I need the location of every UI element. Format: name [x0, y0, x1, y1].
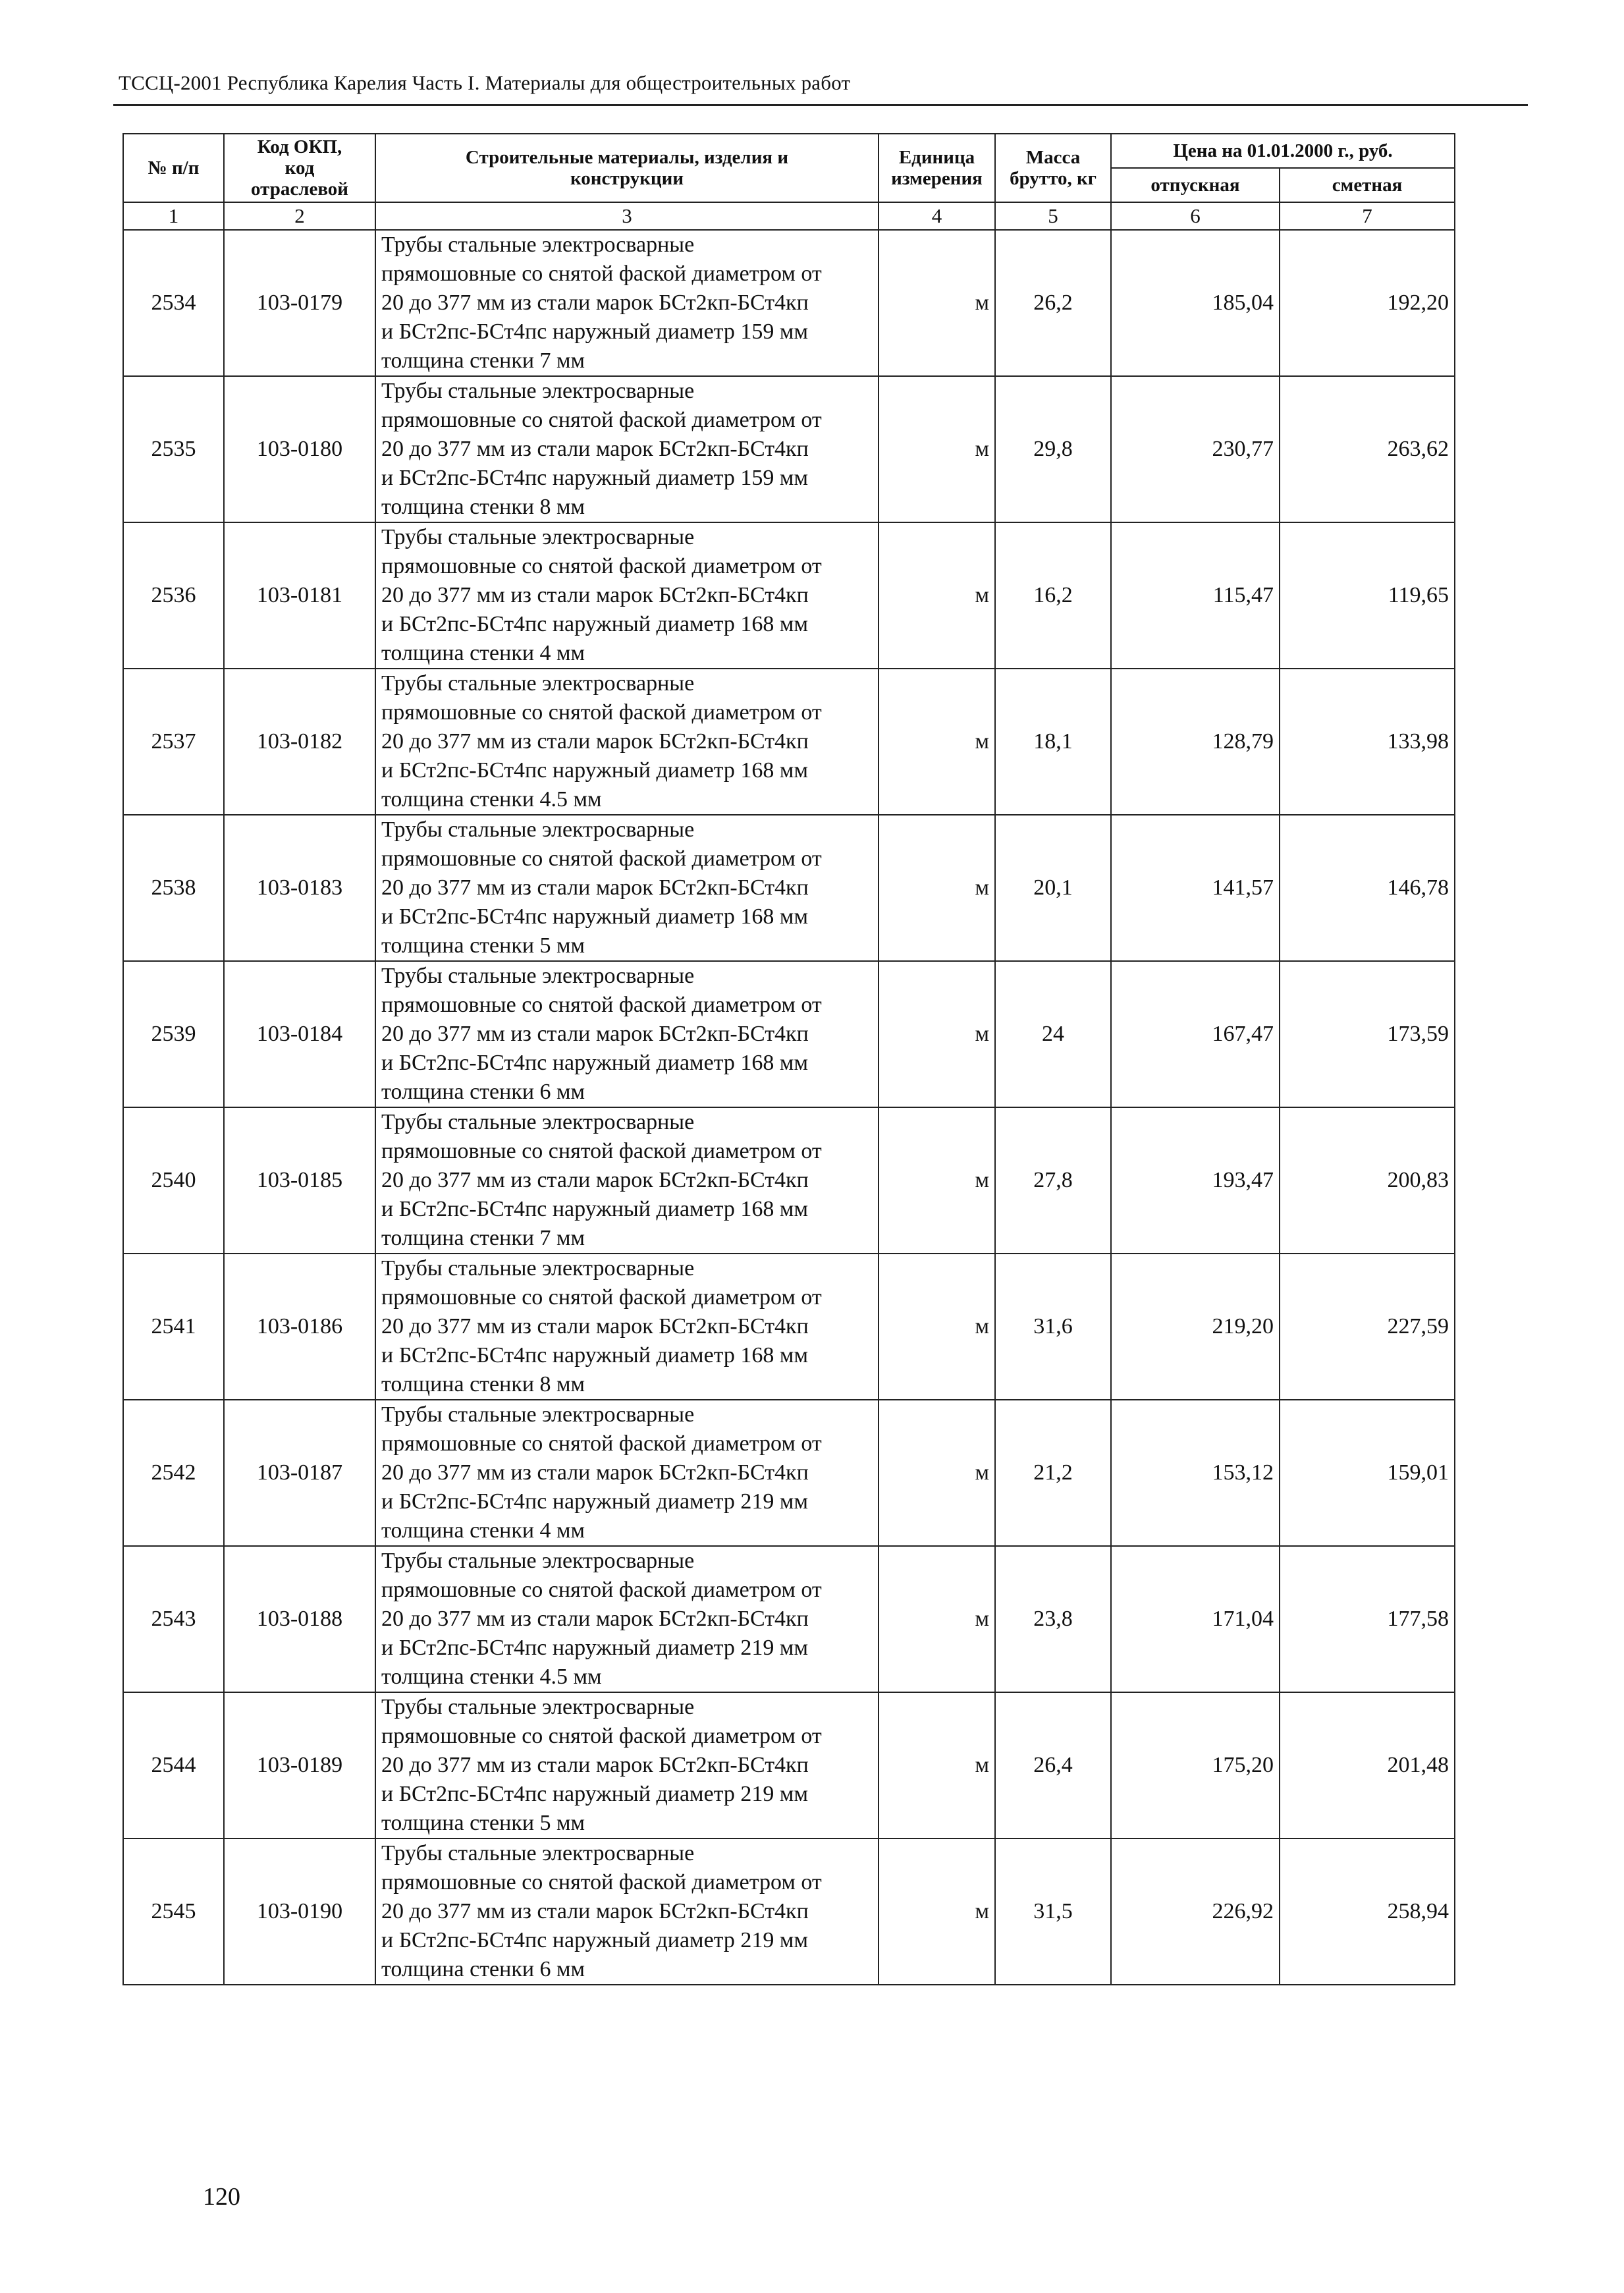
- gross-mass: 27,8: [995, 1107, 1111, 1254]
- header-code: [224, 134, 375, 202]
- price-release: 219,20: [1111, 1254, 1280, 1400]
- gross-mass: 23,8: [995, 1546, 1111, 1692]
- table-row: [123, 669, 1455, 815]
- material-description: [375, 1107, 879, 1254]
- price-release: 193,47: [1111, 1107, 1280, 1254]
- description-line: 20 до 377 мм из стали марок БСт2кп-БСт4кп: [381, 875, 809, 900]
- material-description: [375, 961, 879, 1107]
- description-line: прямошовные со снятой фаской диаметром от: [381, 554, 822, 578]
- column-number: 4: [879, 202, 995, 230]
- header-description-line1: Строительные материалы, изделия и: [465, 147, 789, 168]
- description-line: Трубы стальные электросварные: [381, 1256, 695, 1281]
- price-estimate: 119,65: [1280, 522, 1455, 669]
- description-line: и БСт2пс-БСт4пс наружный диаметр 219 мм: [381, 1636, 808, 1660]
- unit-of-measure: м: [879, 1254, 995, 1400]
- material-description: [375, 1546, 879, 1692]
- description-line: прямошовные со снятой фаской диаметром от: [381, 1870, 822, 1894]
- header-row: [123, 134, 1455, 168]
- row-number: 2536: [123, 522, 224, 669]
- column-number: 2: [224, 202, 375, 230]
- description-line: и БСт2пс-БСт4пс наружный диаметр 168 мм: [381, 1197, 808, 1221]
- description-line: 20 до 377 мм из стали марок БСт2кп-БСт4кп: [381, 1168, 809, 1192]
- price-release: 230,77: [1111, 376, 1280, 522]
- material-description: [375, 1838, 879, 1985]
- gross-mass: 26,4: [995, 1692, 1111, 1838]
- table-row: [123, 376, 1455, 522]
- row-number: 2544: [123, 1692, 224, 1838]
- description-line: толщина стенки 7 мм: [381, 1226, 585, 1250]
- material-description: [375, 1400, 879, 1546]
- unit-of-measure: м: [879, 961, 995, 1107]
- header-mass: [995, 134, 1111, 202]
- description-line: прямошовные со снятой фаской диаметром от: [381, 993, 822, 1017]
- unit-of-measure: м: [879, 815, 995, 961]
- material-description: [375, 376, 879, 522]
- description-line: Трубы стальные электросварные: [381, 1549, 695, 1573]
- price-estimate: 201,48: [1280, 1692, 1455, 1838]
- material-description: [375, 230, 879, 376]
- row-number: 2534: [123, 230, 224, 376]
- header-mass-line2: брутто, кг: [1010, 168, 1096, 189]
- description-line: 20 до 377 мм из стали марок БСт2кп-БСт4кп: [381, 1314, 809, 1339]
- description-line: толщина стенки 4.5 мм: [381, 787, 602, 812]
- row-number: 2541: [123, 1254, 224, 1400]
- row-number: 2542: [123, 1400, 224, 1546]
- column-number: 1: [123, 202, 224, 230]
- price-estimate: 192,20: [1280, 230, 1455, 376]
- header-code-line2: код: [284, 157, 315, 179]
- okp-code: 103-0190: [224, 1838, 375, 1985]
- description-line: толщина стенки 5 мм: [381, 933, 585, 958]
- price-estimate: 227,59: [1280, 1254, 1455, 1400]
- table-row: [123, 1400, 1455, 1546]
- row-number: 2545: [123, 1838, 224, 1985]
- row-number: 2537: [123, 669, 224, 815]
- price-release: 171,04: [1111, 1546, 1280, 1692]
- description-line: Трубы стальные электросварные: [381, 1695, 695, 1719]
- material-description: [375, 1254, 879, 1400]
- price-release: 115,47: [1111, 522, 1280, 669]
- page-header: ТССЦ-2001 Республика Карелия Часть I. Материалы для общестроительных работ: [119, 71, 851, 94]
- description-line: Трубы стальные электросварные: [381, 525, 695, 549]
- description-line: и БСт2пс-БСт4пс наружный диаметр 159 мм: [381, 319, 808, 344]
- description-line: прямошовные со снятой фаской диаметром от: [381, 408, 822, 432]
- description-line: и БСт2пс-БСт4пс наружный диаметр 168 мм: [381, 612, 808, 636]
- gross-mass: 31,5: [995, 1838, 1111, 1985]
- header-description: [375, 134, 879, 202]
- price-release: 167,47: [1111, 961, 1280, 1107]
- price-release: 226,92: [1111, 1838, 1280, 1985]
- description-line: и БСт2пс-БСт4пс наружный диаметр 219 мм: [381, 1928, 808, 1952]
- price-estimate: 258,94: [1280, 1838, 1455, 1985]
- price-estimate: 200,83: [1280, 1107, 1455, 1254]
- column-number: 6: [1111, 202, 1280, 230]
- description-line: и БСт2пс-БСт4пс наружный диаметр 219 мм: [381, 1782, 808, 1806]
- description-line: 20 до 377 мм из стали марок БСт2кп-БСт4кп: [381, 1899, 809, 1923]
- gross-mass: 24: [995, 961, 1111, 1107]
- description-line: 20 до 377 мм из стали марок БСт2кп-БСт4кп: [381, 583, 809, 607]
- description-line: толщина стенки 8 мм: [381, 1372, 585, 1396]
- header-mass-line1: Масса: [1025, 147, 1081, 168]
- description-line: Трубы стальные электросварные: [381, 233, 695, 257]
- okp-code: 103-0180: [224, 376, 375, 522]
- table-row: [123, 961, 1455, 1107]
- table-body: [123, 230, 1455, 1985]
- row-number: 2535: [123, 376, 224, 522]
- materials-price-table: [122, 133, 1455, 1985]
- description-line: прямошовные со снятой фаской диаметром от: [381, 262, 822, 286]
- description-line: прямошовные со снятой фаской диаметром от: [381, 1724, 822, 1748]
- okp-code: 103-0185: [224, 1107, 375, 1254]
- header-unit-line1: Единица: [898, 147, 975, 168]
- price-release: 141,57: [1111, 815, 1280, 961]
- unit-of-measure: м: [879, 1400, 995, 1546]
- okp-code: 103-0189: [224, 1692, 375, 1838]
- price-release: 153,12: [1111, 1400, 1280, 1546]
- description-line: толщина стенки 7 мм: [381, 348, 585, 373]
- header-price-release: отпускная: [1111, 168, 1280, 202]
- description-line: прямошовные со снятой фаской диаметром от: [381, 1139, 822, 1163]
- price-estimate: 173,59: [1280, 961, 1455, 1107]
- description-line: прямошовные со снятой фаской диаметром от: [381, 1578, 822, 1602]
- description-line: Трубы стальные электросварные: [381, 1110, 695, 1134]
- column-number: 5: [995, 202, 1111, 230]
- description-line: прямошовные со снятой фаской диаметром от: [381, 1431, 822, 1456]
- material-description: [375, 1692, 879, 1838]
- okp-code: 103-0187: [224, 1400, 375, 1546]
- table-row: [123, 1546, 1455, 1692]
- description-line: Трубы стальные электросварные: [381, 817, 695, 842]
- unit-of-measure: м: [879, 1107, 995, 1254]
- description-line: Трубы стальные электросварные: [381, 379, 695, 403]
- header-price-estimate: сметная: [1280, 168, 1455, 202]
- description-line: 20 до 377 мм из стали марок БСт2кп-БСт4кп: [381, 1460, 809, 1485]
- table-row: [123, 522, 1455, 669]
- row-number: 2539: [123, 961, 224, 1107]
- table-row: [123, 1254, 1455, 1400]
- price-estimate: 133,98: [1280, 669, 1455, 815]
- okp-code: 103-0184: [224, 961, 375, 1107]
- unit-of-measure: м: [879, 1838, 995, 1985]
- row-number: 2540: [123, 1107, 224, 1254]
- description-line: 20 до 377 мм из стали марок БСт2кп-БСт4кп: [381, 1022, 809, 1046]
- gross-mass: 31,6: [995, 1254, 1111, 1400]
- price-estimate: 263,62: [1280, 376, 1455, 522]
- header-description-line2: конструкции: [570, 168, 684, 189]
- description-line: и БСт2пс-БСт4пс наружный диаметр 168 мм: [381, 1343, 808, 1368]
- description-line: 20 до 377 мм из стали марок БСт2кп-БСт4кп: [381, 729, 809, 754]
- okp-code: 103-0181: [224, 522, 375, 669]
- description-line: 20 до 377 мм из стали марок БСт2кп-БСт4кп: [381, 1607, 809, 1631]
- header-unit-line2: измерения: [891, 168, 983, 189]
- header-divider: [113, 104, 1528, 106]
- description-line: прямошовные со снятой фаской диаметром от: [381, 1285, 822, 1310]
- description-line: толщина стенки 5 мм: [381, 1811, 585, 1835]
- description-line: 20 до 377 мм из стали марок БСт2кп-БСт4кп: [381, 437, 809, 461]
- gross-mass: 20,1: [995, 815, 1111, 961]
- price-release: 128,79: [1111, 669, 1280, 815]
- description-line: и БСт2пс-БСт4пс наружный диаметр 168 мм: [381, 758, 808, 783]
- gross-mass: 26,2: [995, 230, 1111, 376]
- header-num: № п/п: [123, 134, 224, 202]
- gross-mass: 29,8: [995, 376, 1111, 522]
- description-line: толщина стенки 8 мм: [381, 495, 585, 519]
- unit-of-measure: м: [879, 522, 995, 669]
- unit-of-measure: м: [879, 669, 995, 815]
- okp-code: 103-0186: [224, 1254, 375, 1400]
- description-line: прямошовные со снятой фаской диаметром от: [381, 700, 822, 725]
- description-line: толщина стенки 6 мм: [381, 1957, 585, 1981]
- header-price-group: Цена на 01.01.2000 г., руб.: [1111, 134, 1455, 168]
- header-code-line1: Код ОКП,: [257, 136, 342, 157]
- description-line: Трубы стальные электросварные: [381, 1841, 695, 1865]
- description-line: 20 до 377 мм из стали марок БСт2кп-БСт4кп: [381, 1753, 809, 1777]
- price-release: 185,04: [1111, 230, 1280, 376]
- price-estimate: 146,78: [1280, 815, 1455, 961]
- table-row: [123, 1107, 1455, 1254]
- header-unit: [879, 134, 995, 202]
- description-line: толщина стенки 4 мм: [381, 1518, 585, 1543]
- unit-of-measure: м: [879, 230, 995, 376]
- gross-mass: 18,1: [995, 669, 1111, 815]
- table-row: [123, 1692, 1455, 1838]
- description-line: толщина стенки 4 мм: [381, 641, 585, 665]
- okp-code: 103-0179: [224, 230, 375, 376]
- unit-of-measure: м: [879, 1546, 995, 1692]
- table-row: [123, 230, 1455, 376]
- description-line: Трубы стальные электросварные: [381, 1402, 695, 1427]
- column-number: 3: [375, 202, 879, 230]
- okp-code: 103-0182: [224, 669, 375, 815]
- material-description: [375, 522, 879, 669]
- description-line: Трубы стальные электросварные: [381, 964, 695, 988]
- column-number: 7: [1280, 202, 1455, 230]
- description-line: толщина стенки 4.5 мм: [381, 1665, 602, 1689]
- price-release: 175,20: [1111, 1692, 1280, 1838]
- description-line: и БСт2пс-БСт4пс наружный диаметр 219 мм: [381, 1489, 808, 1514]
- material-description: [375, 669, 879, 815]
- price-estimate: 159,01: [1280, 1400, 1455, 1546]
- table-row: [123, 1838, 1455, 1985]
- material-description: [375, 815, 879, 961]
- description-line: и БСт2пс-БСт4пс наружный диаметр 168 мм: [381, 1051, 808, 1075]
- page-number: 120: [203, 2183, 240, 2211]
- description-line: Трубы стальные электросварные: [381, 671, 695, 696]
- gross-mass: 21,2: [995, 1400, 1111, 1546]
- gross-mass: 16,2: [995, 522, 1111, 669]
- unit-of-measure: м: [879, 376, 995, 522]
- unit-of-measure: м: [879, 1692, 995, 1838]
- description-line: толщина стенки 6 мм: [381, 1080, 585, 1104]
- header-code-line3: отраслевой: [250, 179, 349, 200]
- description-line: прямошовные со снятой фаской диаметром от: [381, 846, 822, 871]
- column-number-row: [123, 202, 1455, 230]
- description-line: и БСт2пс-БСт4пс наружный диаметр 159 мм: [381, 466, 808, 490]
- price-estimate: 177,58: [1280, 1546, 1455, 1692]
- row-number: 2543: [123, 1546, 224, 1692]
- okp-code: 103-0188: [224, 1546, 375, 1692]
- table-row: [123, 815, 1455, 961]
- description-line: 20 до 377 мм из стали марок БСт2кп-БСт4кп: [381, 290, 809, 315]
- description-line: и БСт2пс-БСт4пс наружный диаметр 168 мм: [381, 904, 808, 929]
- okp-code: 103-0183: [224, 815, 375, 961]
- row-number: 2538: [123, 815, 224, 961]
